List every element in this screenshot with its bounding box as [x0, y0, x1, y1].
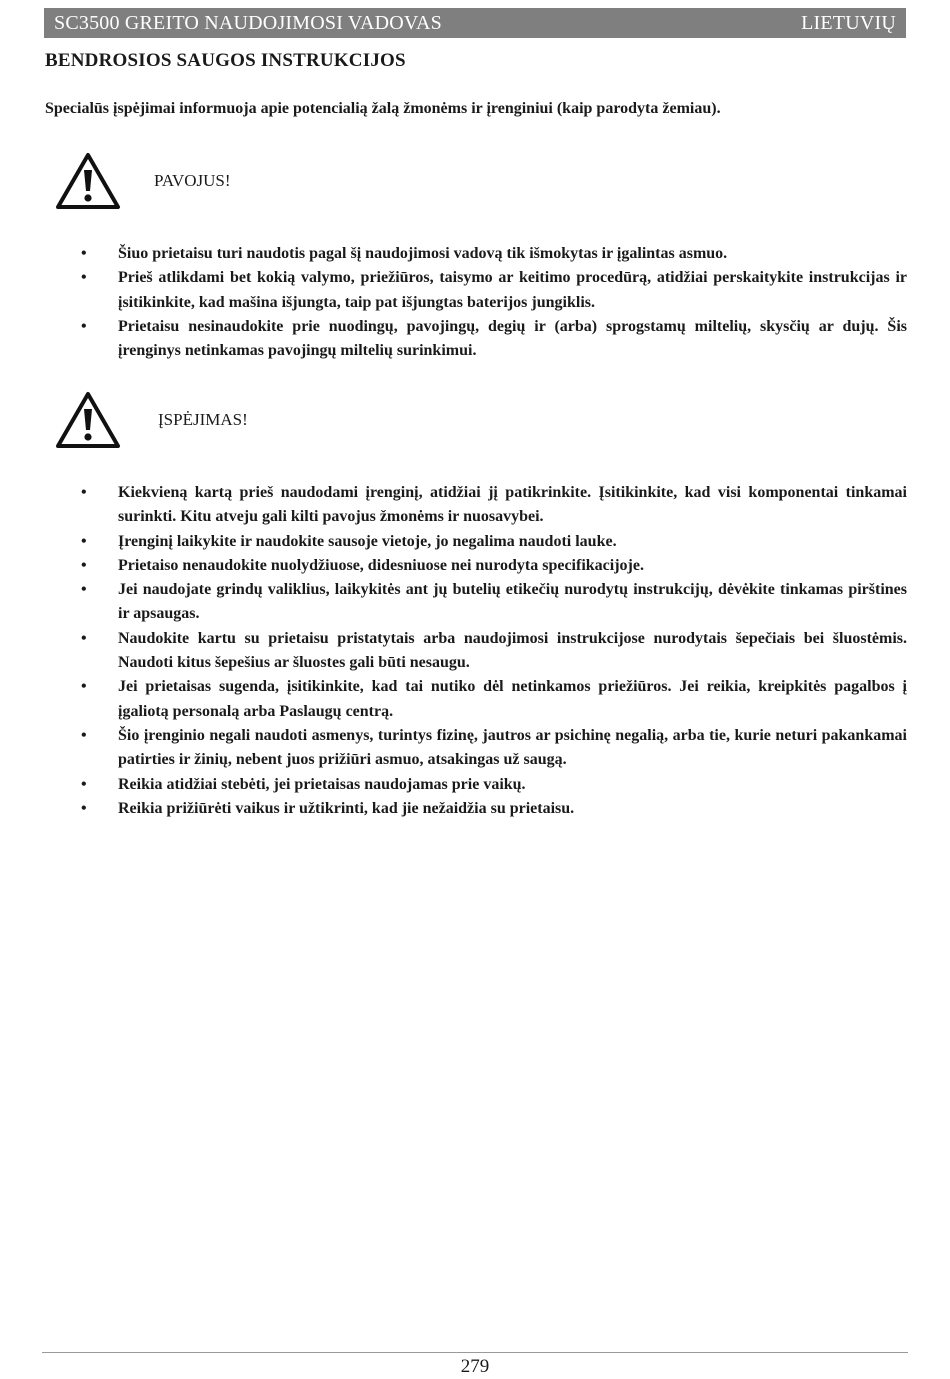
language-label: LIETUVIŲ	[801, 11, 896, 34]
list-item: • Šiuo prietaisu turi naudotis pagal šį naudojimosi vadovą tik išmokytas ir įgalintas asmuo.	[75, 242, 907, 266]
warning-list	[75, 481, 907, 821]
list-item: • Prieš atlikdami bet kokią valymo, priežiūros, taisymo ar keitimo procedūrą, atidžiai perskaitykite instrukcijas ir įsitikinkite, kad mašina išjungta, taip pat išjungtas baterijos jungiklis.	[75, 266, 907, 315]
warning-triangle-icon	[54, 151, 122, 211]
list-item: • Naudokite kartu su prietaisu pristatytais arba naudojimosi instrukcijose nurodytais šepečiais bei šluostėmis. Naudoti kitus šepešius ar šluostes gali būti nesaugu.	[75, 627, 907, 676]
list-item: • Reikia prižiūrėti vaikus ir užtikrinti, kad jie nežaidžia su prietaisu.	[75, 797, 907, 821]
warning-heading	[54, 390, 248, 450]
warning-triangle-icon	[54, 390, 122, 450]
list-item: • Jei naudojate grindų valiklius, laikykitės ant jų butelių etikečių nurodytų instrukcijų, dėvėkite tinkamas pirštines ir apsaugas.	[75, 578, 907, 627]
document-title: SC3500 GREITO NAUDOJIMOSI VADOVAS	[54, 11, 442, 34]
list-item: • Reikia atidžiai stebėti, jei prietaisas naudojamas prie vaikų.	[75, 773, 907, 797]
footer-divider	[42, 1352, 908, 1353]
list-item: • Prietaisu nesinaudokite prie nuodingų, pavojingų, degių ir (arba) sprogstamų miltelių, skysčių ar dujų. Šis įrenginys netinkamas pavojingų miltelių surinkimui.	[75, 315, 907, 364]
section-title: BENDROSIOS SAUGOS INSTRUKCIJOS	[45, 50, 406, 71]
list-item: • Prietaiso nenaudokite nuolydžiuose, didesniuose nei nurodyta specifikacijoje.	[75, 554, 907, 578]
list-item: • Šio įrenginio negali naudoti asmenys, turintys fizinę, jautros ar psichinę negalią, arba tie, kurie neturi pakankamai patirties ir žinių, nebent juos prižiūri asmuo, atsakingas už saugą.	[75, 724, 907, 773]
list-item: • Jei prietaisas sugenda, įsitikinkite, kad tai nutiko dėl netinkamos priežiūros. Jei reikia, kreipkitės pagalbos į įgaliotą personalą arba Paslaugų centrą.	[75, 675, 907, 724]
danger-label: PAVOJUS!	[154, 171, 231, 190]
intro-paragraph: Specialūs įspėjimai informuoja apie potencialią žalą žmonėms ir įrenginiui (kaip parodyta žemiau).	[45, 100, 721, 117]
danger-heading	[54, 151, 231, 211]
danger-list	[75, 242, 907, 363]
list-item: • Kiekvieną kartą prieš naudodami įrenginį, atidžiai jį patikrinkite. Įsitikinkite, kad visi komponentai tinkamai surinkti. Kitu atveju gali kilti pavojus žmonėms ir nuosavybei.	[75, 481, 907, 530]
page-number: 279	[460, 1356, 490, 1377]
list-item: • Įrenginį laikykite ir naudokite sausoje vietoje, jo negalima naudoti lauke.	[75, 530, 907, 554]
header-bar	[44, 8, 906, 38]
warning-label: ĮSPĖJIMAS!	[158, 410, 248, 429]
